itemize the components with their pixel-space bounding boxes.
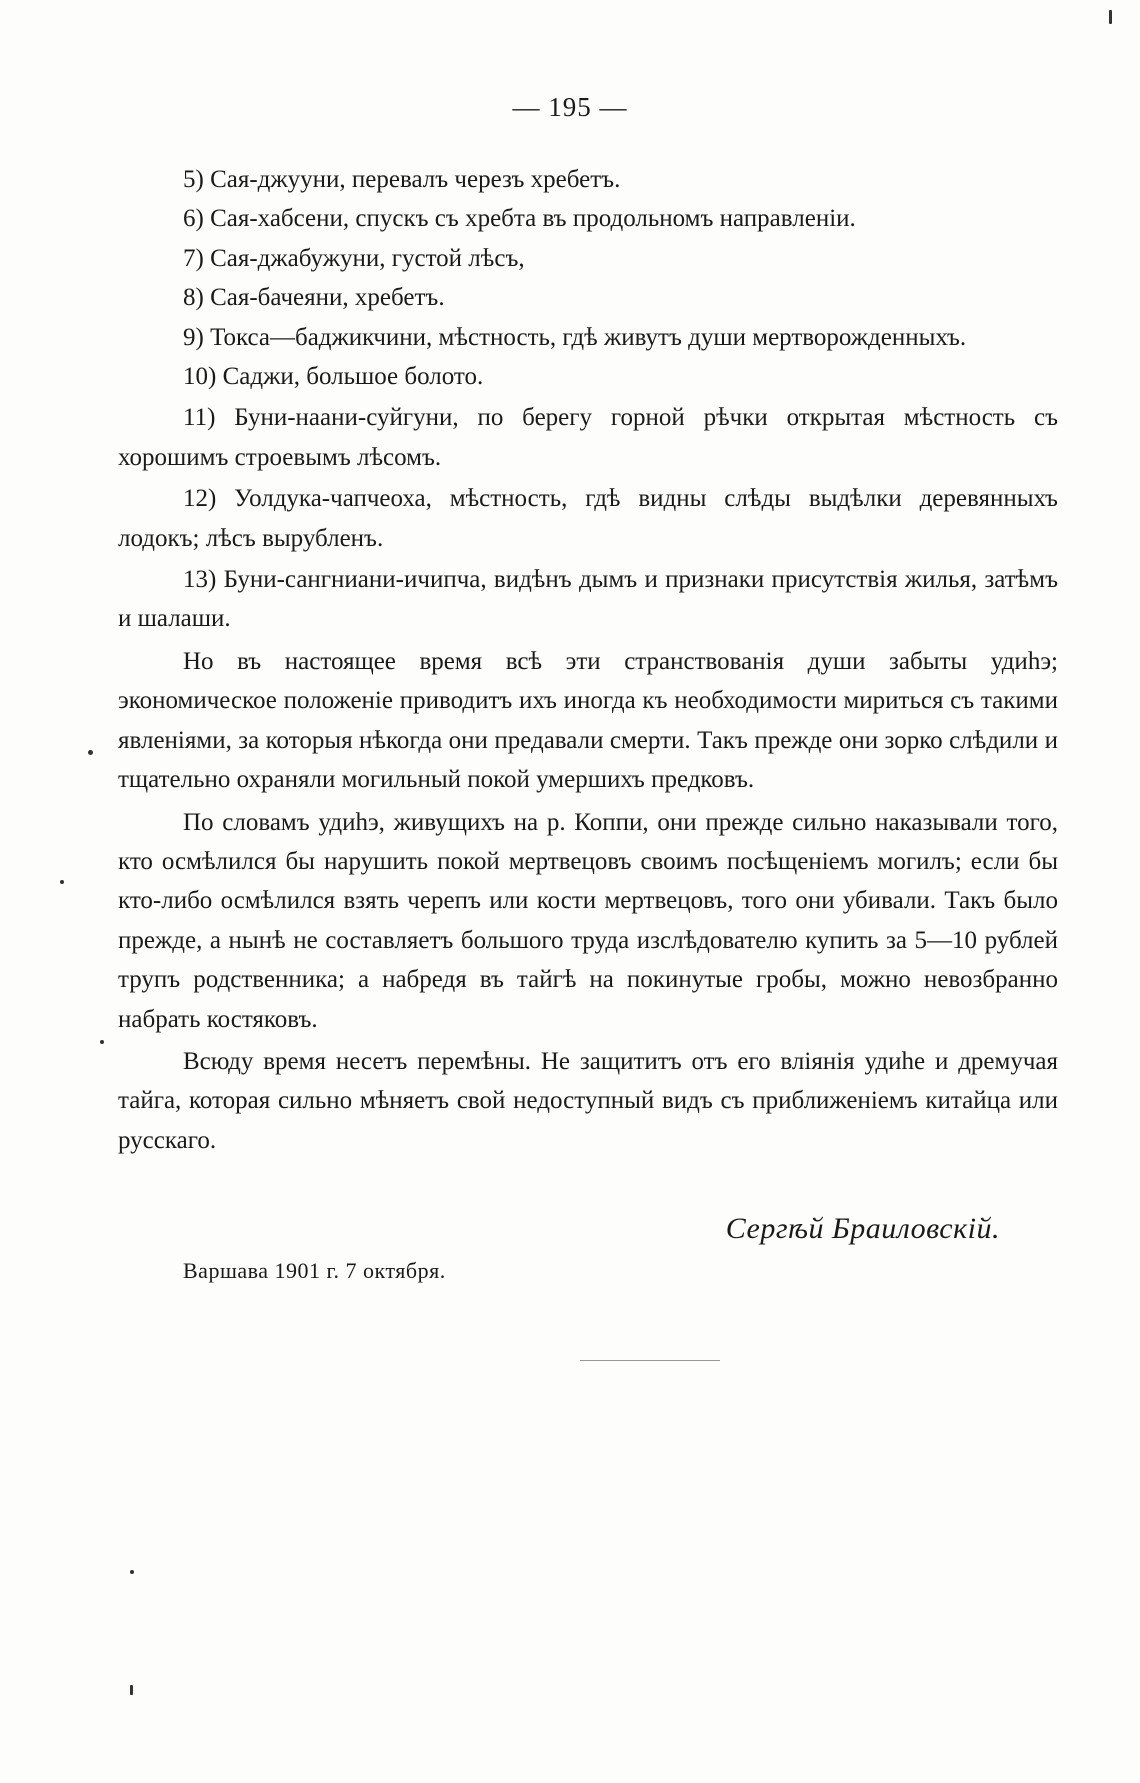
reverse-side-bleed-through — [200, 1300, 1020, 1740]
list-item-7: 7) Сая-джабужуни, густой лѣсъ, — [183, 244, 525, 272]
paragraph-3: Всюду время несетъ перемѣны. Не защититъ отъ его вліянія удиһе и дремучая тайга, которая сильно мѣняетъ свой недоступный видъ съ приближеніемъ китайца или русскаго. — [118, 1047, 1058, 1154]
scan-speck — [88, 750, 93, 755]
list-item-12: 12) Уолдука-чапчеоха, мѣстность, гдѣ видны слѣды выдѣлки деревянныхъ лодокъ; лѣсъ вырубленъ. — [118, 485, 1058, 552]
page-number: — 195 — — [512, 92, 628, 122]
scan-speck — [130, 1570, 134, 1574]
place-date-line: Варшава 1901 г. 7 октября. — [183, 1258, 446, 1283]
author-signature: Сергѣй Браиловскій. — [725, 1212, 1000, 1245]
list-item-11: 11) Буни-наани-суйгуни, по берегу горной рѣчки открытая мѣстность съ хорошимъ строевымъ лѣсомъ. — [118, 404, 1058, 471]
list-item-6: 6) Сая-хабсени, спускъ съ хребта въ продольномъ направленіи. — [183, 205, 856, 233]
paragraph-2: По словамъ удиһэ, живущихъ на р. Коппи, они прежде сильно наказывали того, кто осмѣлился бы нарушить покой мертвецовъ своимъ посѣщеніемъ могилъ; если бы кто-либо осмѣлился взять черепъ или кости мертвецовъ, того они убивали. Такъ было прежде, а нынѣ не составляетъ большого труда изслѣдователю купить за 5—10 рублей трупъ родственника; а набредя въ тайгѣ на покинутые гробы, можно невозбранно набрать костяковъ. — [118, 808, 1058, 1033]
bleed-rule — [580, 1360, 720, 1361]
scan-speck — [60, 880, 64, 884]
paragraph-1: Но въ настоящее время всѣ эти странствованія души забыты удиһэ; экономическое положеніе приводитъ ихъ иногда къ необходимости мириться съ такими явленіями, за которыя нѣкогда они предавали смерти. Такъ прежде они зорко слѣдили и тщательно охраняли могильный покой умершихъ предковъ. — [118, 647, 1058, 794]
scan-speck — [100, 1040, 104, 1044]
list-item-10: 10) Саджи, большое болото. — [183, 363, 484, 391]
scan-speck — [1109, 10, 1112, 24]
body-text — [118, 160, 1058, 1160]
list-item-8: 8) Сая-бачеяни, хребетъ. — [183, 284, 445, 312]
list-item-5: 5) Сая-джууни, перевалъ черезъ хребетъ. — [183, 166, 621, 193]
scan-speck — [130, 1685, 133, 1695]
list-item-9: 9) Токса—баджикчини, мѣстность, гдѣ живутъ души мертворожденныхъ. — [183, 323, 967, 351]
list-item-13: 13) Буни-сангниани-ичипча, видѣнъ дымъ и признаки присутствія жилья, затѣмъ и шалаши. — [118, 566, 1058, 633]
